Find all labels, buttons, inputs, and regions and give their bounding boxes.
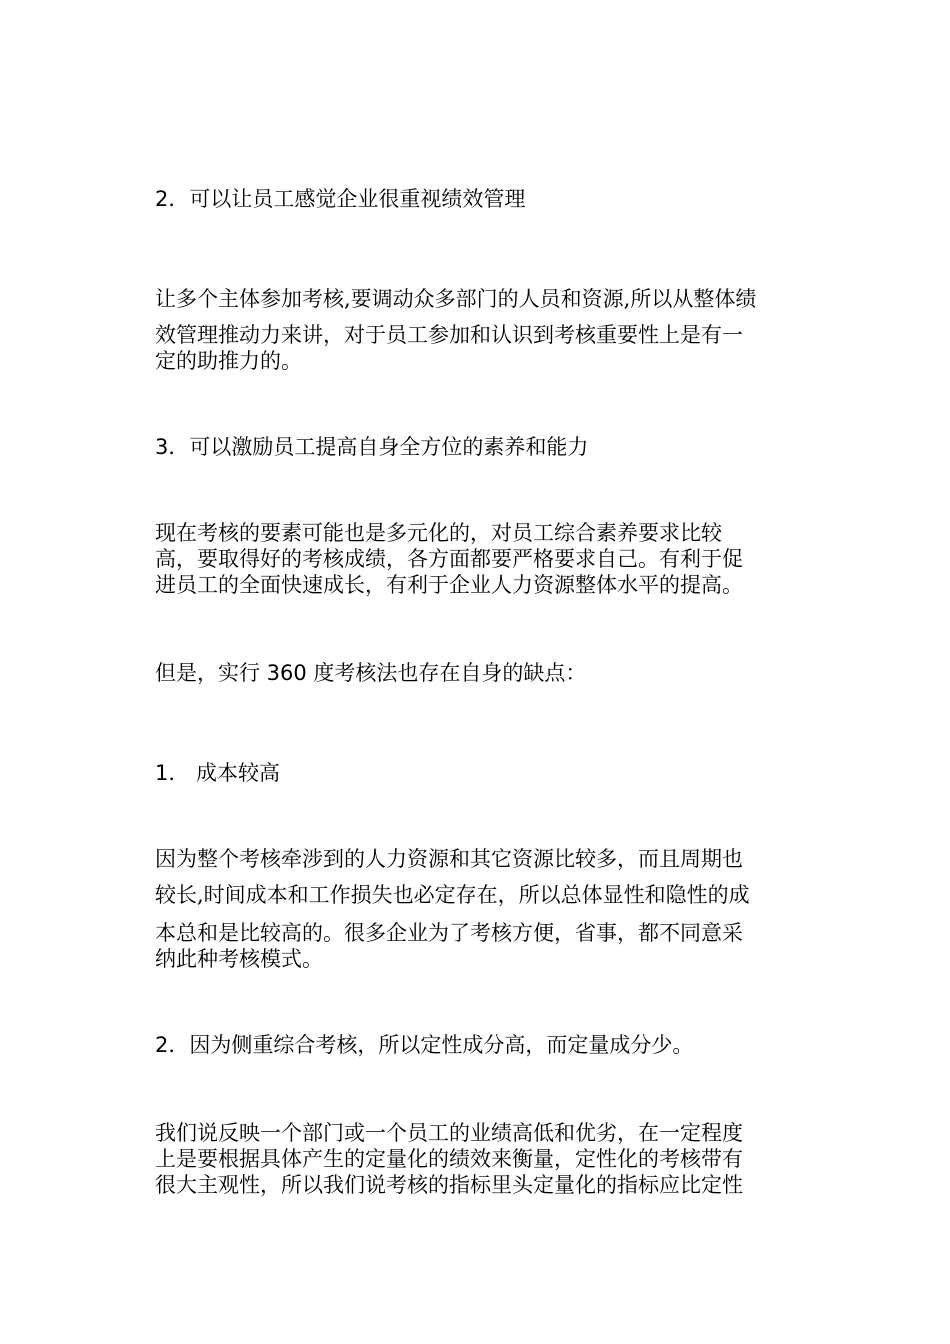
transition-line: 但是，实行 360 度考核法也存在自身的缺点：	[155, 661, 587, 685]
paragraph-line: 高，要取得好的考核成绩，各方面都要严格要求自己。有利于促	[155, 547, 743, 571]
paragraph-line: 进员工的全面快速成长，有利于企业人力资源整体水平的提高。	[155, 573, 743, 597]
section-heading-3: 3．可以激励员工提高自身全方位的素养和能力	[155, 435, 589, 459]
paragraph-line: 定的助推力的。	[155, 349, 302, 373]
paragraph-line: 我们说反映一个部门或一个员工的业绩高低和优劣，在一定程度	[155, 1121, 743, 1145]
paragraph-line: 本总和是比较高的。很多企业为了考核方便，省事，都不同意采	[155, 921, 743, 945]
paragraph-line: 纳此种考核模式。	[155, 947, 323, 971]
drawback-heading-2: 2．因为侧重综合考核，所以定性成分高，而定量成分少。	[155, 1033, 694, 1057]
section-heading-2: 2．可以让员工感觉企业很重视绩效管理	[155, 187, 526, 211]
paragraph-line: 很大主观性，所以我们说考核的指标里头定量化的指标应比定性	[155, 1173, 743, 1197]
paragraph-line: 较长,时间成本和工作损失也必定存在，所以总体显性和隐性的成	[155, 883, 750, 907]
paragraph-line: 因为整个考核牵涉到的人力资源和其它资源比较多，而且周期也	[155, 847, 743, 871]
paragraph-line: 效管理推动力来讲，对于员工参加和认识到考核重要性上是有一	[155, 323, 743, 347]
paragraph-line: 让多个主体参加考核,要调动众多部门的人员和资源,所以从整体绩	[155, 287, 757, 311]
paragraph-line: 现在考核的要素可能也是多元化的，对员工综合素养要求比较	[155, 521, 722, 545]
paragraph-line: 上是要根据具体产生的定量化的绩效来衡量，定性化的考核带有	[155, 1147, 743, 1171]
drawback-heading-1: 1． 成本较高	[155, 761, 281, 785]
